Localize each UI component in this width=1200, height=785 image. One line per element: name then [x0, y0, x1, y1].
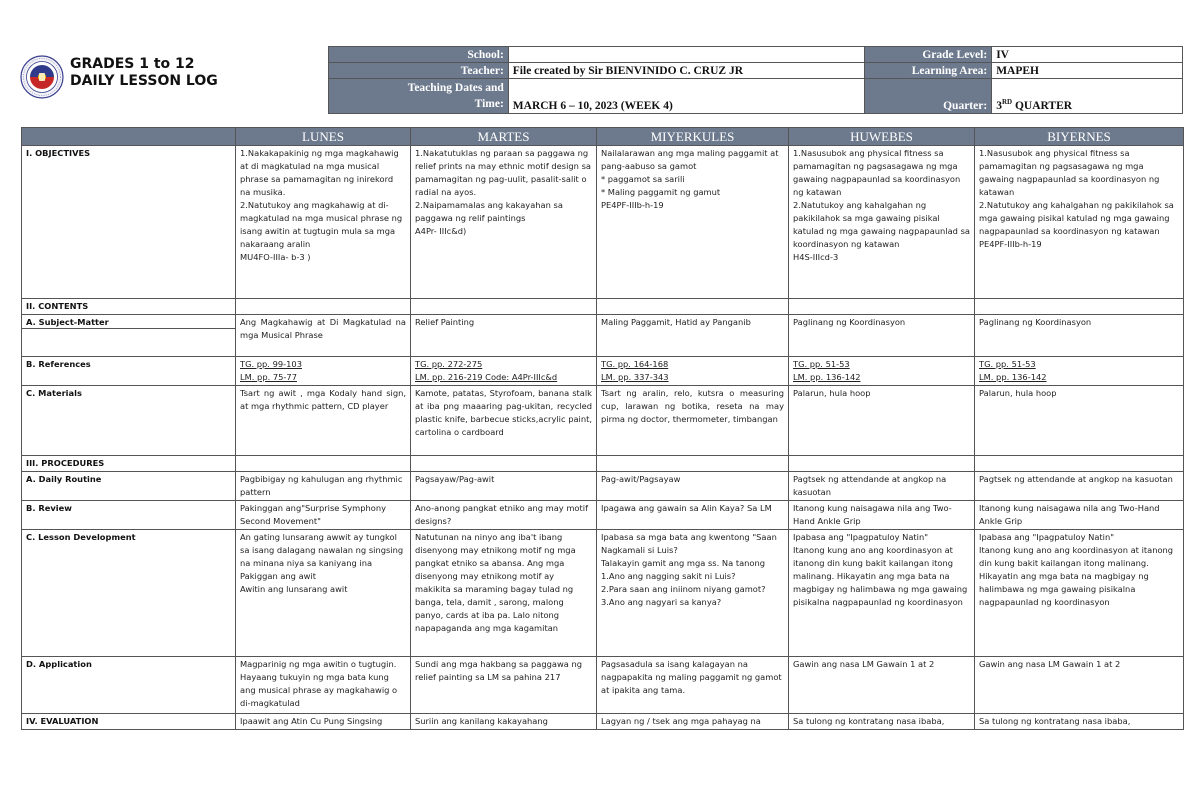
table-cell — [236, 146, 411, 299]
row-label: A. Daily Routine — [22, 472, 236, 501]
teaching-dates-label — [329, 79, 509, 114]
teaching-dates-label-line-1: Teaching Dates and — [407, 82, 504, 94]
table-cell — [975, 456, 1184, 472]
cell-text-line: Paglinang ng Koordinasyon — [793, 317, 906, 327]
row-label: III. PROCEDURES — [22, 456, 236, 472]
cell-text-line: Itanong kung naisagawa nila ang Two-Hand Ankle Grip — [979, 503, 1160, 526]
day-header: MARTES — [411, 128, 597, 146]
table-cell — [789, 357, 975, 386]
quarter-label: Quarter: — [865, 79, 992, 114]
table-cell — [597, 714, 789, 730]
table-cell — [975, 315, 1184, 357]
cell-text-line: MU4FO-IIIa- b-3 ) — [240, 252, 311, 262]
cell-text-line: 1.Ano ang nagging sakit ni Luis? — [601, 571, 736, 581]
cell-text-line: Relief Painting — [415, 317, 475, 327]
table-cell — [411, 456, 597, 472]
cell-text-line: Awitin ang lunsarang awit — [240, 584, 348, 594]
application-row — [22, 657, 1184, 714]
table-cell — [789, 657, 975, 714]
cell-text-line: Gawin ang nasa LM Gawain 1 at 2 — [979, 659, 1121, 669]
table-cell — [789, 386, 975, 456]
table-cell — [236, 472, 411, 501]
table-cell — [411, 315, 597, 357]
table-cell — [975, 357, 1184, 386]
table-cell — [597, 386, 789, 456]
table-cell — [597, 530, 789, 657]
cell-text-line: * paggamot sa sarili — [601, 174, 685, 184]
grade-value: IV — [992, 47, 1183, 63]
title-line-1: GRADES 1 to 12 — [70, 56, 195, 72]
cell-text-line: PE4PF-IIIb-h-19 — [979, 239, 1042, 249]
cell-text-line: Pagsasadula sa isang kalagayan na nagpapakita ng maling paggamit ng gamot at ipakita ang tama. — [601, 659, 782, 695]
cell-text-line: Nailalarawan ang mga maling paggamit at pang-aabuso sa gamot — [601, 148, 779, 171]
table-cell — [411, 472, 597, 501]
cell-text-line: Itanong kung ano ang koordinasyon at itanong din kung bakit kailangan itong malinang. Hikayatin ang mga bata na magbigay ng halimbawa ng mga gawaing pisikalna nagpapaunlad ng koordinasyon — [793, 545, 968, 607]
cell-text-line: Pakinggan ang"Surprise Symphony Second Movement" — [240, 503, 387, 526]
cell-text-line: Sundi ang mga hakbang sa paggawa ng relief painting sa LM sa pahina 217 — [415, 659, 583, 682]
cell-text-line: Sa tulong ng kontratang nasa ibaba, — [793, 716, 945, 726]
table-cell — [411, 357, 597, 386]
evaluation-row — [22, 714, 1184, 730]
cell-text-line: Gawin ang nasa LM Gawain 1 at 2 — [793, 659, 935, 669]
references-row — [22, 357, 1184, 386]
table-cell — [789, 472, 975, 501]
table-cell — [975, 501, 1184, 530]
cell-text-line: Palarun, hula hoop — [979, 388, 1057, 398]
school-value — [508, 47, 865, 63]
table-cell — [236, 530, 411, 657]
objectives-row — [22, 146, 1184, 299]
table-cell — [975, 386, 1184, 456]
cell-text-line: * Maling paggamit ng gamut — [601, 187, 721, 197]
day-header-row — [22, 128, 1184, 146]
table-cell — [411, 530, 597, 657]
cell-text-line: 2.Natutukoy ang kahalgahan ng pakikilahok sa mga gawaing pisikal katulad ng mga gawaing nagpapaunlad sa koordinasyon ng katawan — [793, 200, 970, 249]
cell-text-line: H4S-IIIcd-3 — [793, 252, 839, 262]
learning-area-label: Learning Area: — [865, 63, 992, 79]
table-cell — [236, 315, 411, 357]
cell-text-line: Sa tulong ng kontratang nasa ibaba, — [979, 716, 1131, 726]
deped-seal-icon — [20, 46, 64, 109]
teaching-dates-label-line-2: Time: — [474, 98, 504, 110]
table-cell — [789, 714, 975, 730]
cell-text-line: Pagbibigay ng kahulugan ang rhythmic pattern — [240, 474, 403, 497]
table-cell — [975, 472, 1184, 501]
lesson-log-table — [21, 127, 1184, 730]
cell-text-line: Ipabasa sa mga bata ang kwentong "Saan Nagkamali si Luis? — [601, 532, 777, 555]
lesson-development-row — [22, 530, 1184, 657]
table-cell — [411, 299, 597, 315]
cell-text-line: 1.Nasusubok ang physical fitness sa pamamagitan ng pagsasagawa ng mga gawaing nagpapaunlad sa koordinasyon ng katawan — [979, 148, 1160, 197]
cell-text-line: 1.Nakatutuklas ng paraan sa paggawa ng relief prints na may ethnic motif design sa pamamagitan ng pag-uulit, pasalit-salit o radial na ayos. — [415, 148, 591, 197]
teacher-label: Teacher: — [329, 63, 509, 79]
cell-text-line: 1.Nasusubok ang physical fitness sa pamamagitan ng pagsasagawa ng mga gawaing nagpapaunlad sa koordinasyon ng katawan — [793, 148, 961, 197]
table-cell — [236, 299, 411, 315]
reference-link[interactable]: TG. pp. 99-103 — [240, 359, 302, 369]
reference-link[interactable]: TG. pp. 164-168 — [601, 359, 669, 369]
table-cell — [597, 657, 789, 714]
table-cell — [789, 501, 975, 530]
table-cell — [789, 315, 975, 357]
row-label: IV. EVALUATION — [22, 714, 236, 730]
cell-text-line: 2.Para saan ang iniinom niyang gamot? — [601, 584, 766, 594]
cell-text-line: 2.Natutukoy ang kahalgahan ng pakikilahok sa mga gawaing pisikal katulad ng mga gawaing nagpapaunlad sa koordinasyon ng katawan — [979, 200, 1174, 236]
cell-text-line: Maling Paggamit, Hatid ay Panganib — [601, 317, 751, 327]
cell-text-line: Suriin ang kanilang kakayahang — [415, 716, 548, 726]
cell-text-line: Tsart ng awit , mga Kodaly hand sign, at mga rhythmic pattern, CD player — [240, 388, 406, 411]
procedures-row — [22, 456, 1184, 472]
ordinal-suffix: RD — [1001, 98, 1013, 107]
corner-header — [22, 128, 236, 146]
daily-routine-row — [22, 472, 1184, 501]
cell-text-line: Paglinang ng Koordinasyon — [979, 317, 1092, 327]
cell-text-line: Magparinig ng mga awitin o tugtugin. Hayaang tukuyin ng mga bata kung ang musical phrase ay magkahawig o di-magkatulad — [240, 659, 398, 708]
reference-link[interactable]: TG. pp. 51-53 — [979, 359, 1036, 369]
cell-text-line: Itanong kung naisagawa nila ang Two-Hand Ankle Grip — [793, 503, 952, 526]
cell-text-line: 3.Ano ang nagyari sa kanya? — [601, 597, 722, 607]
table-cell — [411, 146, 597, 299]
reference-link[interactable]: LM. pp. 136-142 — [979, 372, 1047, 382]
table-cell — [411, 714, 597, 730]
cell-text-line: Ipagawa ang gawain sa Alin Kaya? Sa LM — [601, 503, 772, 513]
table-cell — [597, 501, 789, 530]
row-label: B. References — [22, 357, 236, 386]
cell-text-line: Pakiggan ang awit — [240, 571, 317, 581]
cell-text-line: Ipaawit ang Atin Cu Pung Singsing — [240, 716, 383, 726]
cell-text-line: Palarun, hula hoop — [793, 388, 871, 398]
table-cell — [789, 456, 975, 472]
table-cell — [236, 657, 411, 714]
table-cell — [975, 657, 1184, 714]
row-label: I. OBJECTIVES — [22, 146, 236, 299]
table-cell — [236, 714, 411, 730]
contents-row — [22, 299, 1184, 315]
teaching-dates-value: MARCH 6 – 10, 2023 (WEEK 4) — [508, 79, 865, 114]
table-cell — [597, 472, 789, 501]
quarter-value: 3RD QUARTER — [992, 79, 1183, 114]
cell-text-line: 1.Nakakapakinig ng mga magkahawig at di magkatulad na mga musical phrase sa pamamagitan ng inirekord na musika. — [240, 148, 399, 197]
cell-text-line: Talakayin gamit ang mga ss. Na tanong — [601, 558, 766, 568]
cell-text-line: 2.Naipamamalas ang kakayahan sa paggawa ng relif paintings — [415, 200, 563, 223]
row-label: B. Review — [22, 501, 236, 530]
cell-text-line: Itanong kung ano ang koordinasyon at itanong din kung bakit kailangan itong malinang. Hikayatin ang mga bata na magbigay ng halimbawa ng mga gawaing pisikalna nagpapaunlad ng koordinasyon — [979, 545, 1174, 607]
table-cell — [411, 657, 597, 714]
page-title — [70, 56, 218, 90]
cell-text-line: A4Pr- IIIc&d) — [415, 226, 467, 236]
cell-text-line: Pag-awit/Pagsayaw — [601, 474, 681, 484]
cell-text-line: Pagtsek ng attendande at angkop na kasuotan — [793, 474, 947, 497]
table-cell — [236, 386, 411, 456]
table-cell — [236, 456, 411, 472]
subject-matter-row — [22, 315, 1184, 357]
reference-link[interactable]: LM. pp. 337-343 — [601, 372, 669, 382]
table-cell — [597, 146, 789, 299]
table-cell — [236, 501, 411, 530]
table-cell — [597, 299, 789, 315]
cell-text-line: Ipabasa ang "Ipagpatuloy Natin" — [979, 532, 1115, 542]
table-cell — [236, 357, 411, 386]
cell-text-line: Lagyan ng / tsek ang mga pahayag na — [601, 716, 761, 726]
cell-text-line: Natutunan na ninyo ang iba't ibang disenyong may etnikong motif ng mga pangkat etniko sa abansa. Ang mga disenyong may etnikong motif ay makikita sa maraming bagay tulad ng banga, tela, damit , sarong, malong panyo, cards at iba pa. Lalo nitong napapaganda ang mga kagamitan — [415, 532, 576, 633]
cell-text-line: Tsart ng aralin, relo, kutsra o measuring cup, larawan ng botika, reseta na may pirma ng doctor, thermometer, timbangan — [601, 388, 784, 424]
cell-text-line: Kamote, patatas, Styrofoam, banana stalk at iba png maaaring pag-ukitan, recycled plastic knife, barbecue sticks,acrylic paint, cartolina o cardboard — [415, 388, 592, 437]
reference-link[interactable]: LM. pp. 216-219 Code: A4Pr-IIIc&d — [415, 372, 558, 382]
table-cell — [975, 530, 1184, 657]
day-header: MIYERKULES — [597, 128, 789, 146]
cell-text-line: Ipabasa ang "Ipagpatuloy Natin" — [793, 532, 929, 542]
reference-link[interactable]: LM. pp. 75-77 — [240, 372, 297, 382]
cell-text-line: Pagsayaw/Pag-awit — [415, 474, 495, 484]
cell-text-line: An gating lunsarang awwit ay tungkol sa isang dalagang nawalan ng singsing na minana niya sa kaniyang ina — [240, 532, 404, 568]
table-cell — [411, 386, 597, 456]
table-cell — [975, 299, 1184, 315]
table-cell — [789, 530, 975, 657]
row-label — [22, 315, 236, 357]
row-label: C. Materials — [22, 386, 236, 456]
table-cell — [789, 299, 975, 315]
day-header: LUNES — [236, 128, 411, 146]
day-header: HUWEBES — [789, 128, 975, 146]
table-cell — [597, 357, 789, 386]
subject-matter-label: A. Subject-Matter — [22, 315, 235, 329]
learning-area-value: MAPEH — [992, 63, 1183, 79]
reference-link[interactable]: TG. pp. 272-275 — [415, 359, 483, 369]
cell-text-line: Ano-anong pangkat etniko ang may motif designs? — [415, 503, 588, 526]
row-label: D. Application — [22, 657, 236, 714]
table-cell — [789, 146, 975, 299]
cell-text-line: Ang Magkahawig at Di Magkatulad na mga Musical Phrase — [240, 317, 406, 340]
cell-text-line: Pagtsek ng attendande at angkop na kasuotan — [979, 474, 1173, 484]
row-label: II. CONTENTS — [22, 299, 236, 315]
table-cell — [975, 146, 1184, 299]
day-header: BIYERNES — [975, 128, 1184, 146]
page-header — [20, 46, 1183, 112]
table-cell — [975, 714, 1184, 730]
grade-label: Grade Level: — [865, 47, 992, 63]
table-cell — [411, 501, 597, 530]
reference-link[interactable]: TG. pp. 51-53 — [793, 359, 850, 369]
materials-row — [22, 386, 1184, 456]
school-label: School: — [329, 47, 509, 63]
table-cell — [597, 456, 789, 472]
title-line-2: DAILY LESSON LOG — [70, 73, 218, 89]
cell-text-line: 2.Natutukoy ang magkahawig at di-magkatulad na mga musical phrase ng isang awitin at tugtugin mula sa mga nakaraang aralin — [240, 200, 403, 249]
info-table — [328, 46, 1183, 114]
row-label: C. Lesson Development — [22, 530, 236, 657]
review-row — [22, 501, 1184, 530]
reference-link[interactable]: LM. pp. 136-142 — [793, 372, 861, 382]
cell-text-line: PE4PF-IIIb-h-19 — [601, 200, 664, 210]
table-cell — [597, 315, 789, 357]
teacher-value: File created by Sir BIENVINIDO C. CRUZ JR — [508, 63, 865, 79]
